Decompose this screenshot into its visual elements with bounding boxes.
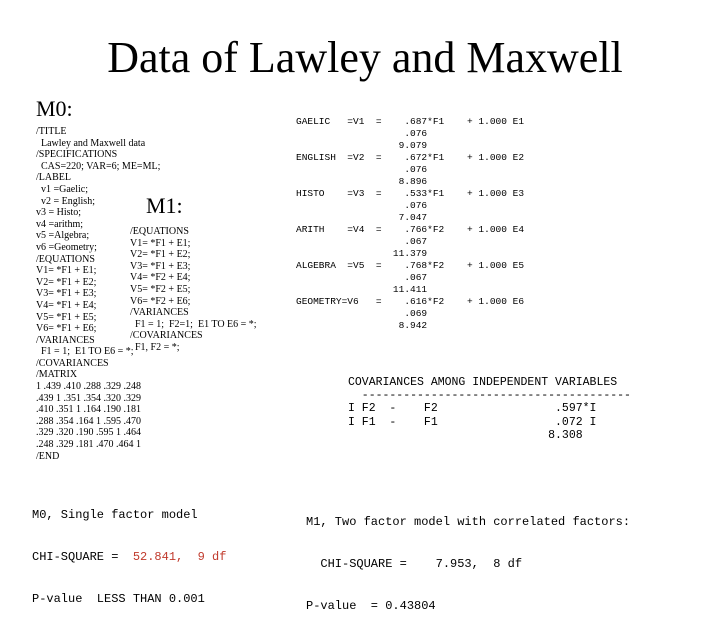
script-line: v6 =Geometry; <box>36 241 97 253</box>
equation-line: 11.411 <box>296 284 428 295</box>
covariance-line: 8.308 <box>348 428 583 442</box>
script-line: /EQUATIONS <box>130 226 189 237</box>
script-line: V3= *F1 + E3; <box>130 260 191 272</box>
script-line: .248 .329 .181 .470 .464 1 <box>36 439 141 451</box>
script-line: .288 .354 .164 1 .595 .470 <box>36 415 141 427</box>
equation-line: ARITH =V4 = .766*F2 + 1.000 E4 <box>296 224 525 235</box>
script-line: /LABEL <box>36 172 71 184</box>
script-line: V1= *F1 + E1; <box>36 265 97 277</box>
m1-heading: M1: <box>146 193 183 218</box>
covariance-line: I F1 - F1 .072 I <box>348 415 597 429</box>
covariance-line: I F2 - F2 .597*I <box>348 402 597 416</box>
script-line: V6= *F1 + E6; <box>36 323 97 335</box>
script-line: v2 = English; <box>36 195 95 207</box>
m1-pvalue: P-value = 0.43804 <box>306 599 436 613</box>
m0-result <box>32 480 226 620</box>
script-line: /COVARIANCES <box>130 330 203 342</box>
script-line: /END <box>36 450 60 462</box>
m0-chi-square-value: 52.841, 9 df <box>132 550 227 564</box>
script-line: V2= *F1 + E2; <box>130 249 191 261</box>
script-line: F1 = 1; F2=1; E1 TO E6 = *; <box>130 318 257 330</box>
m1-program-listing <box>130 226 257 354</box>
script-line: V3= *F1 + E3; <box>36 288 97 300</box>
equation-line: 11.379 <box>296 248 428 259</box>
script-line: F1, F2 = *; <box>130 341 180 353</box>
m1-result-title: M1, Two factor model with correlated factors: <box>306 515 631 529</box>
script-line: CAS=220; VAR=6; ME=ML; <box>36 160 161 172</box>
m1-chi-square-line: CHI-SQUARE = 7.953, 8 df <box>306 557 523 571</box>
covariance-line: --------------------------------------- <box>348 389 631 403</box>
script-line: V5= *F1 + E5; <box>36 311 97 323</box>
script-line: /TITLE <box>36 126 67 137</box>
equation-estimates <box>296 116 524 332</box>
script-line: v5 =Algebra; <box>36 230 90 242</box>
script-line: .410 .351 1 .164 .190 .181 <box>36 404 141 416</box>
equation-line: 7.047 <box>296 212 428 223</box>
m0-chi-square-label: CHI-SQUARE = <box>32 550 133 564</box>
script-line: F1 = 1; E1 TO E6 = *; <box>36 346 134 358</box>
script-line: Lawley and Maxwell data <box>36 137 146 149</box>
script-line: v1 =Gaelic; <box>36 183 89 195</box>
script-line: V6= *F2 + E6; <box>130 295 191 307</box>
script-line: /MATRIX <box>36 369 78 381</box>
m0-heading: M0: <box>36 96 73 121</box>
equation-line: .069 <box>296 308 428 319</box>
script-line: /VARIANCES <box>36 334 95 346</box>
equation-line: ENGLISH =V2 = .672*F1 + 1.000 E2 <box>296 152 525 163</box>
equation-line: .076 <box>296 128 428 139</box>
m0-chi-square-line <box>32 550 226 564</box>
equation-line: 8.896 <box>296 176 428 187</box>
equation-line: GEOMETRY=V6 = .616*F2 + 1.000 E6 <box>296 296 525 307</box>
script-line: 1 .439 .410 .288 .329 .248 <box>36 381 141 393</box>
script-line: V4= *F2 + E4; <box>130 272 191 284</box>
equation-line: .067 <box>296 272 428 283</box>
equation-line: 9.079 <box>296 140 428 151</box>
script-line: .439 1 .351 .354 .320 .329 <box>36 392 141 404</box>
covariance-line: COVARIANCES AMONG INDEPENDENT VARIABLES <box>348 376 618 389</box>
covariance-table <box>348 376 631 442</box>
script-line: .329 .320 .190 .595 1 .464 <box>36 427 141 439</box>
script-line: v4 =arithm; <box>36 218 84 230</box>
equation-line: .067 <box>296 236 428 247</box>
script-line: /COVARIANCES <box>36 357 109 369</box>
equation-line: .076 <box>296 200 428 211</box>
equation-line: .076 <box>296 164 428 175</box>
script-line: /SPECIFICATIONS <box>36 149 118 161</box>
m0-result-title: M0, Single factor model <box>32 508 198 522</box>
slide-title: Data of Lawley and Maxwell <box>107 33 623 82</box>
m0-pvalue: P-value LESS THAN 0.001 <box>32 592 205 606</box>
equation-line: ALGEBRA =V5 = .768*F2 + 1.000 E5 <box>296 260 525 271</box>
script-line: /VARIANCES <box>130 307 189 319</box>
script-line: V4= *F1 + E4; <box>36 299 97 311</box>
script-line: v3 = Histo; <box>36 207 82 219</box>
script-line: /EQUATIONS <box>36 253 95 265</box>
m1-result <box>306 487 630 627</box>
script-line: V1= *F1 + E1; <box>130 237 191 249</box>
script-line: V2= *F1 + E2; <box>36 276 97 288</box>
script-line: V5= *F2 + E5; <box>130 283 191 295</box>
equation-line: HISTO =V3 = .533*F1 + 1.000 E3 <box>296 188 525 199</box>
equation-line: GAELIC =V1 = .687*F1 + 1.000 E1 <box>296 116 525 127</box>
equation-line: 8.942 <box>296 320 428 331</box>
